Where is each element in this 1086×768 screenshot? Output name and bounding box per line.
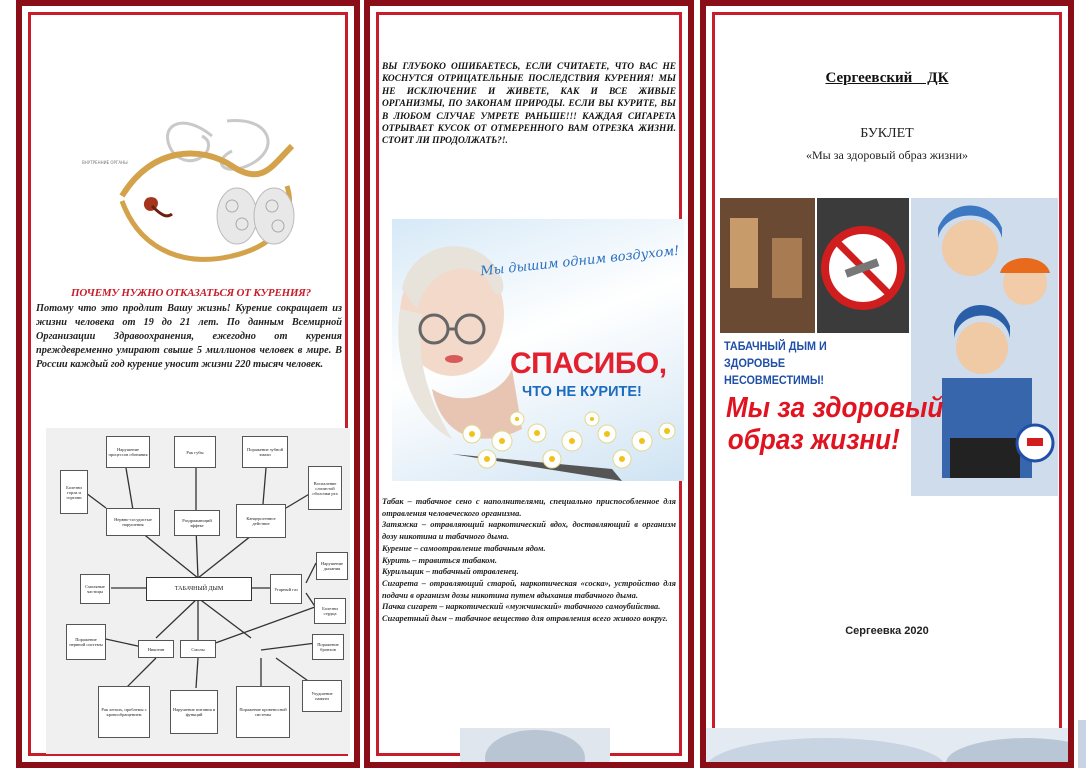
why-quit-text: Потому что это продлит Вашу жизнь! Курение сокращает из жизни человека от 19 до 21 лет. По данным Всемирной Организации Здравоохранения, ежегодно от курения преждевременно умирают свыше 5 миллионов человек в мире. В России каждый год курение уносит жизни 220 тысяч человек. [36,303,342,370]
diagram-box: Смоляные частицы [80,574,110,604]
diagram-box: Поражение кровеносной системы [236,686,290,738]
diagram-box: Нервно-сосудистые нарушения [106,508,160,536]
bottom-photo-fragment [370,718,694,768]
diagram-box: Смолы [180,640,216,658]
diagram-box: Болезни сердца [314,598,346,624]
diagram-box: Канцерогенное действие [236,504,286,538]
svg-text:ВНУТРЕННИЕ ОРГАНЫ: ВНУТРЕННИЕ ОРГАНЫ [82,160,128,165]
definition-item: Курильщик – табачный отравленец. [382,567,519,577]
panel-right [700,0,1074,768]
poster-script-text: Мы дышим одним воздухом! [479,243,681,280]
booklet-label: БУКЛЕТ [860,126,914,141]
lungs-illustration [62,106,322,274]
diagram-box: Поражение нервной системы [66,624,106,660]
poster-thanks-subtitle: ЧТО НЕ КУРИТЕ! [522,384,642,400]
diagram-box: Ухудшение памяти [302,680,342,712]
thanks-poster [392,219,684,481]
definition-item: Пачка сигарет – наркотический «мужчинский» табачного самоубийства. [382,602,661,612]
smoke-effects-diagram [46,428,350,754]
poster-slogan [726,392,943,456]
diagram-box: Поражение бронхов [312,634,344,660]
poster-slogan-line1: Мы за здоровый [726,392,944,424]
panel-middle [364,0,694,768]
definition-item: Курение – самоотравление табачным ядом. [382,543,546,553]
diagram-box: Рак губы [174,436,216,468]
diagram-box: Никотин [138,640,174,658]
booklet-title: «Мы за здоровый образ жизни» [805,148,969,162]
diagram-box: Раздражающий эффект [174,510,220,536]
definition-item: Табак – табачное сено с наполнителями, специально приспособленное для отравления человеческого организма. [382,497,676,518]
diagram-center-box: ТАБАЧНЫЙ ДЫМ [146,577,252,601]
definition-item: Затяжка – отравляющий наркотический вдох, доставляющий в организм дозу никотина и табачного дыма. [382,520,676,542]
definitions-list [382,496,676,625]
footer-place-year: Сергеевка 2020 [845,625,929,637]
diagram-box: Рак легких, проблемы с кровообращением [98,686,150,738]
panel-left [16,0,360,768]
consequences-text: ВЫ ГЛУБОКО ОШИБАЕТЕСЬ, ЕСЛИ СЧИТАЕТЕ, ЧТО ВАС НЕ КОСНУТСЯ ОТРИЦАТЕЛЬНЫЕ ПОСЛЕДСТВИЯ КУРЕНИЯ! МЫ НЕ ИСКЛЮЧЕНИЕ И ЖИВЕТЕ, КАК И ВСЕ ЖИВЫЕ ОРГАНИЗМЫ, ПО ЗАКОНАМ ПРИРОДЫ. ЕСЛИ ВЫ КУРИТЕ, ВЫ В ЛЮБОМ СЛУЧАЕ УМРЕТЕ РАНЬШЕ!!! КАЖДАЯ СИГАРЕТА ОТРЫВАЕТ КУСОК ОТ ОТМЕРЕННОГО ВАМ ОТРЕЗКА ЖИЗНИ. СТОИТ ЛИ ПРОДОЛЖАТЬ?!. [382,62,676,147]
diagram-box: Нарушение питания и функций [170,690,218,734]
diagram-box: Угарный газ [270,574,302,604]
healthy-lifestyle-poster [720,198,1058,496]
definition-item: Сигарета – отравляющий старой, наркотическая «соска», устройство для подачи в организм дозы никотина путем вдыхания табачного дыма. [382,578,676,600]
diagram-box: Нарушение процессов обоняния [106,436,150,468]
edge-fragment [1078,0,1086,768]
organization-name: Сергеевский ДК [825,70,949,86]
definition-item: Курить – травиться табаком. [382,555,497,565]
poster-thanks-title: СПАСИБО, [510,347,667,380]
poster-slogan-line2: образ жизни! [727,424,900,456]
diagram-box: Болезни горла и гортани [60,470,88,514]
bottom-photo-fragment [706,718,1074,768]
poster-warning-text: ТАБАЧНЫЙ ДЫМ И ЗДОРОВЬЕ НЕСОВМЕСТИМЫ! [724,339,827,387]
diagram-box: Нарушение дыхания [316,552,348,580]
why-quit-heading: ПОЧЕМУ НУЖНО ОТКАЗАТЬСЯ ОТ КУРЕНИЯ? [71,287,311,299]
edge-photo-fragment [1078,720,1086,768]
diagram-box: Поражение зубной эмали [242,436,288,468]
definition-item: Сигаретный дым – табачное вещество для отравления всего живого вокруг. [382,614,668,624]
diagram-box: Воспаление слизистой оболочки рта [308,466,342,510]
